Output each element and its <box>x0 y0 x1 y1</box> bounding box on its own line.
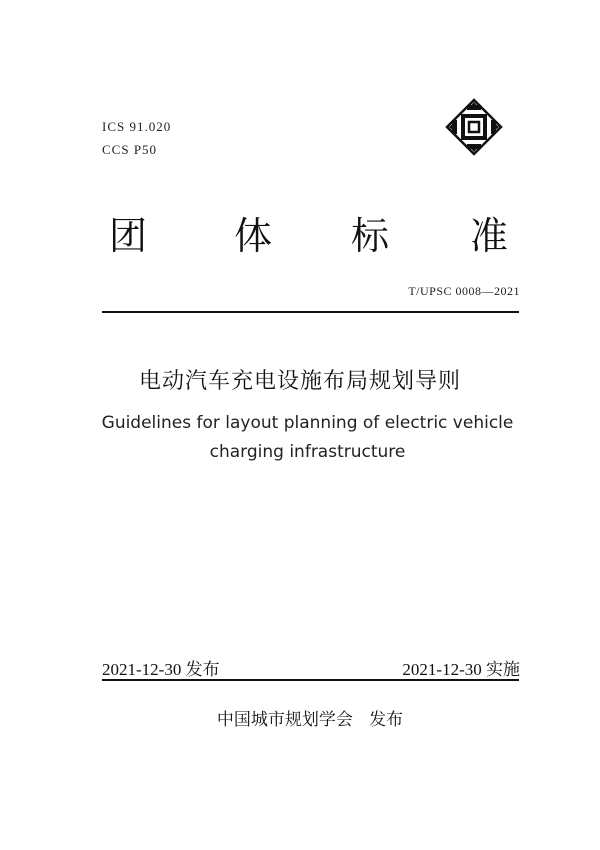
bottom-divider <box>102 679 519 681</box>
top-divider <box>102 311 519 313</box>
standards-emblem-icon <box>445 98 503 156</box>
publisher: 中国城市规划学会 发布 <box>216 710 404 730</box>
doc-type-char: 准 <box>470 214 509 258</box>
publish-date: 2021-12-30 发布 <box>102 660 220 679</box>
ccs-code: CCS P50 <box>102 142 158 157</box>
doc-type-char: 体 <box>234 214 273 258</box>
doc-type-char: 团 <box>109 214 148 258</box>
ics-code: ICS 91.020 <box>102 119 172 134</box>
title-english-line2: charging infrastructure <box>209 442 406 462</box>
implement-date: 2021-12-30 实施 <box>402 660 520 679</box>
standard-number: T/UPSC 0008—2021 <box>408 284 520 298</box>
doc-type-char: 标 <box>351 214 390 258</box>
title-english-line1: Guidelines for layout planning of electric vehicle <box>101 413 514 433</box>
title-chinese: 电动汽车充电设施布局规划导则 <box>138 369 461 394</box>
